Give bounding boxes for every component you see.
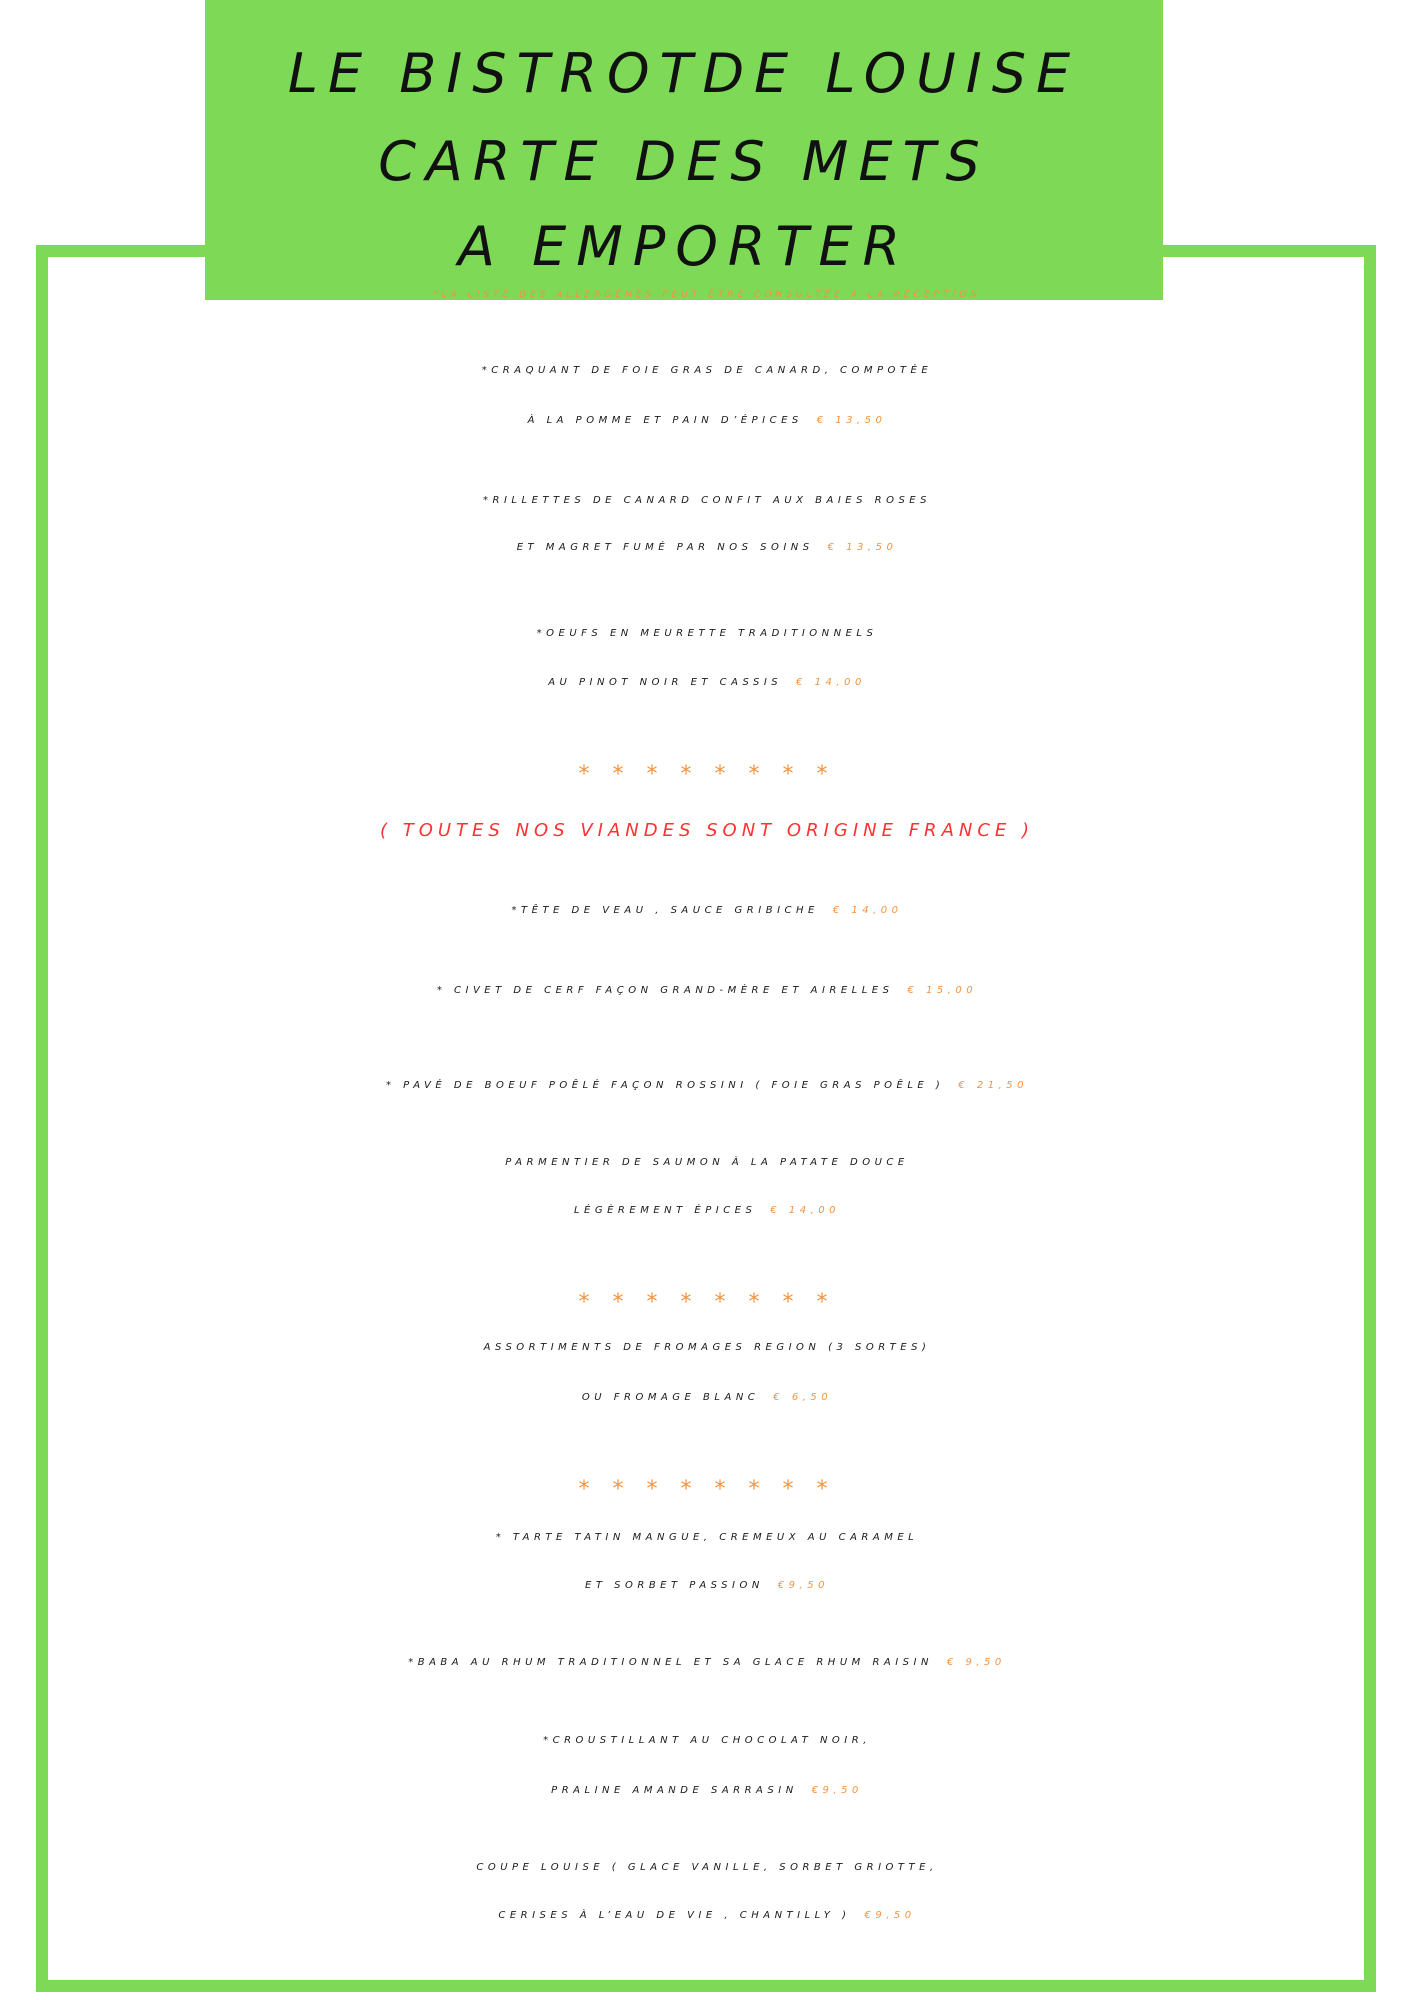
dessert-3-line1: *CROUSTILLANT AU CHOCOLAT NOIR,	[543, 1735, 871, 1746]
menu-border-frame	[36, 245, 1376, 1992]
starter-2-line2: ET MAGRET FUMÉ PAR NOS SOINS € 13,50	[516, 542, 898, 553]
menu-header	[205, 0, 1163, 300]
dessert-1-line2: ET SORBET PASSION €9,50	[585, 1580, 829, 1591]
allergen-note: *LA LISTE DES ALLERGÈNES PEUT ÊTRE CONSULTÉE À LA RÉCEPTION	[433, 290, 981, 300]
menu-title: CARTE DES METS	[378, 130, 990, 193]
price: € 6,50	[773, 1392, 833, 1403]
separator-3: * * * * * * * *	[578, 1477, 836, 1502]
price: € 21,50	[958, 1080, 1028, 1091]
price: €9,50	[777, 1580, 829, 1591]
restaurant-name: LE BISTROTDE LOUISE	[287, 42, 1081, 105]
main-1: *TÊTE DE VEAU , SAUCE GRIBICHE € 14,00	[511, 905, 903, 916]
dessert-2: *BABA AU RHUM TRADITIONNEL ET SA GLACE RHUM RAISIN € 9,50	[408, 1657, 1006, 1668]
price: €9,50	[864, 1910, 916, 1921]
meat-origin-note: ( TOUTES NOS VIANDES SONT ORIGINE FRANCE )	[379, 820, 1035, 841]
starter-1-line2: À LA POMME ET PAIN D’ÉPICES € 13,50	[527, 415, 887, 426]
starter-2-line1: *RILLETTES DE CANARD CONFIT AUX BAIES ROSES	[483, 495, 931, 506]
starter-1-line1: *CRAQUANT DE FOIE GRAS DE CANARD, COMPOTÉE	[481, 365, 933, 376]
cheese-line2: OU FROMAGE BLANC € 6,50	[581, 1392, 833, 1403]
price: € 14,00	[832, 905, 903, 916]
dessert-1-line1: * TARTE TATIN MANGUE, CREMEUX AU CARAMEL	[495, 1532, 919, 1543]
price: € 14,00	[796, 677, 866, 688]
price: € 13,50	[827, 542, 898, 553]
main-4-line2: LÉGÈREMENT ÉPICES € 14,00	[573, 1205, 841, 1216]
price: €9,50	[811, 1785, 863, 1796]
starter-3-line2: AU PINOT NOIR ET CASSIS € 14,00	[548, 677, 866, 688]
main-3: * PAVÉ DE BOEUF POÊLÉ FAÇON ROSSINI ( FOIE GRAS POÊLE ) € 21,50	[386, 1080, 1028, 1091]
price: € 9,50	[946, 1657, 1006, 1668]
separator-2: * * * * * * * *	[578, 1290, 836, 1315]
dessert-4-line1: COUPE LOUISE ( GLACE VANILLE, SORBET GRIOTTE,	[476, 1862, 938, 1873]
price: € 15,00	[907, 985, 978, 996]
main-4-line1: PARMENTIER DE SAUMON À LA PATATE DOUCE	[505, 1157, 909, 1168]
price: € 13,50	[816, 415, 887, 426]
separator-1: * * * * * * * *	[578, 762, 836, 787]
menu-subtitle: A EMPORTER	[457, 215, 911, 278]
dessert-3-line2: PRALINE AMANDE SARRASIN €9,50	[551, 1785, 863, 1796]
main-2: * CIVET DE CERF FAÇON GRAND-MÈRE ET AIRELLES € 15,00	[436, 985, 978, 996]
cheese-line1: ASSORTIMENTS DE FROMAGES REGION (3 SORTES)	[483, 1342, 931, 1353]
dessert-4-line2: CERISES À L’EAU DE VIE , CHANTILLY ) €9,50	[498, 1910, 916, 1921]
price: € 14,00	[770, 1205, 841, 1216]
starter-3-line1: *OEUFS EN MEURETTE TRADITIONNELS	[536, 628, 878, 639]
